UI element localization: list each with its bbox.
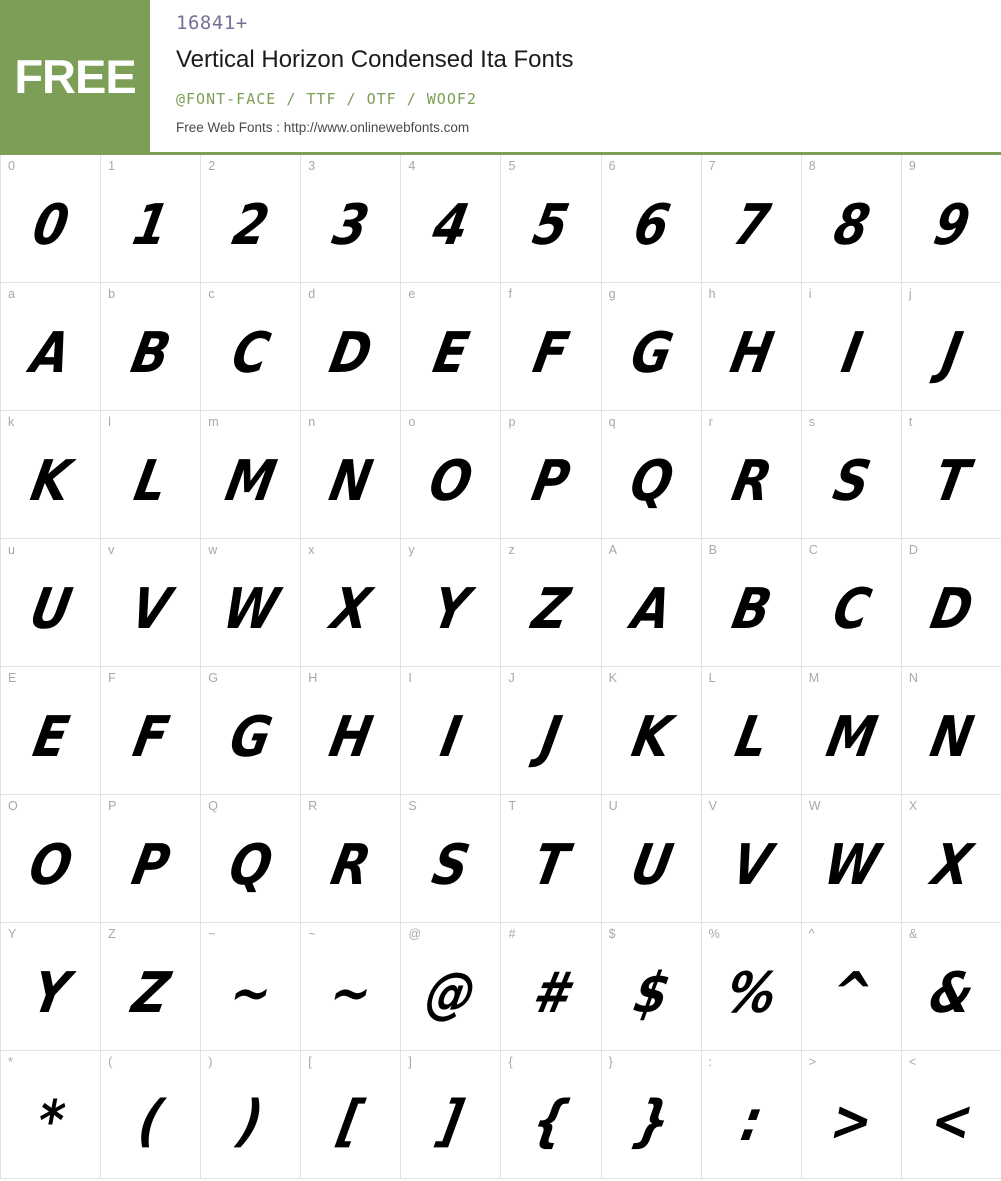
- glyph-cell[interactable]: [1, 795, 101, 923]
- glyph-cell-label: L: [708, 671, 716, 685]
- glyph-cell[interactable]: [802, 411, 902, 539]
- glyph-cell[interactable]: [301, 539, 401, 667]
- glyph-sample: ~: [224, 960, 277, 1026]
- glyph-sample: T: [929, 448, 974, 514]
- glyph-cell[interactable]: [702, 283, 802, 411]
- glyph-cell[interactable]: [301, 411, 401, 539]
- glyph-cell[interactable]: [702, 1051, 802, 1179]
- glyph-sample: ~: [324, 960, 377, 1026]
- glyph-cell-label: T: [508, 799, 517, 813]
- glyph-cell-label: p: [508, 415, 516, 429]
- glyph-sample: 5: [528, 192, 574, 258]
- glyph-sample: @: [420, 960, 481, 1026]
- glyph-cell[interactable]: [401, 283, 501, 411]
- glyph-cell[interactable]: [401, 155, 501, 283]
- glyph-sample: Y: [427, 576, 475, 642]
- glyph-cell[interactable]: [702, 795, 802, 923]
- glyph-cell-label: *: [8, 1055, 13, 1069]
- glyph-cell[interactable]: [301, 155, 401, 283]
- glyph-cell[interactable]: [702, 667, 802, 795]
- glyph-sample: I: [836, 320, 867, 386]
- glyph-cell[interactable]: [401, 795, 501, 923]
- glyph-cell-label: (: [108, 1055, 113, 1069]
- glyph-cell-label: ): [208, 1055, 213, 1069]
- glyph-sample: O: [424, 448, 478, 514]
- glyph-sample: <: [925, 1088, 978, 1154]
- format-list: @FONT-FACE / TTF / OTF / WOOF2: [176, 90, 477, 108]
- glyph-cell-label: K: [608, 671, 617, 685]
- glyph-cell[interactable]: [902, 667, 1001, 795]
- glyph-cell[interactable]: [602, 155, 702, 283]
- glyph-sample: $: [628, 960, 674, 1026]
- glyph-cell-label: 7: [708, 159, 716, 173]
- glyph-sample: G: [225, 704, 277, 770]
- glyph-cell-label: %: [708, 927, 720, 941]
- glyph-cell-label: t: [908, 415, 913, 429]
- glyph-cell[interactable]: [802, 667, 902, 795]
- header-info: [150, 0, 1001, 152]
- glyph-cell-label: s: [808, 415, 815, 429]
- glyph-sample: Y: [27, 960, 74, 1026]
- glyph-sample: J: [936, 320, 967, 386]
- glyph-cell[interactable]: [201, 411, 301, 539]
- glyph-sample: Q: [224, 832, 278, 898]
- glyph-sample: P: [527, 448, 575, 514]
- glyph-cell-label: l: [108, 415, 111, 429]
- glyph-sample: B: [126, 320, 175, 386]
- glyph-cell-label: b: [108, 287, 116, 301]
- glyph-cell-label: W: [808, 799, 821, 813]
- glyph-sample: O: [24, 832, 77, 898]
- glyph-sample: :: [735, 1088, 767, 1154]
- glyph-sample: X: [326, 576, 376, 642]
- glyph-cell-label: P: [108, 799, 117, 813]
- glyph-cell[interactable]: [301, 795, 401, 923]
- glyph-sample: N: [925, 704, 978, 770]
- glyph-sample: 1: [127, 192, 174, 258]
- glyph-cell-label: >: [808, 1055, 817, 1069]
- glyph-cell[interactable]: [501, 923, 601, 1051]
- glyph-cell-label: y: [408, 543, 415, 557]
- glyph-cell-label: r: [708, 415, 713, 429]
- glyph-cell-label: ~: [308, 927, 316, 941]
- glyph-cell[interactable]: [501, 155, 601, 283]
- glyph-cell-label: @: [408, 927, 422, 941]
- glyph-cell[interactable]: [101, 283, 201, 411]
- glyph-cell-label: z: [508, 543, 515, 557]
- glyph-cell[interactable]: [1, 155, 101, 283]
- glyph-cell-label: 0: [8, 159, 15, 173]
- glyph-cell-label: A: [608, 543, 617, 557]
- glyph-cell-label: e: [408, 287, 416, 301]
- glyph-cell[interactable]: [1, 923, 101, 1051]
- glyph-cell[interactable]: [1, 411, 101, 539]
- free-badge: FREE: [0, 0, 150, 152]
- glyph-cell[interactable]: [702, 155, 802, 283]
- glyph-sample: Z: [527, 576, 575, 642]
- site-credit: Free Web Fonts : http://www.onlinewebfonts.com: [176, 120, 470, 135]
- glyph-cell[interactable]: [501, 795, 601, 923]
- glyph-cell-label: Y: [8, 927, 17, 941]
- glyph-cell[interactable]: [1, 283, 101, 411]
- glyph-cell-label: j: [908, 287, 912, 301]
- glyph-sample: A: [626, 576, 676, 642]
- glyph-sample: W: [818, 832, 884, 898]
- glyph-cell-label: ~: [208, 927, 216, 941]
- glyph-cell-label: c: [208, 287, 215, 301]
- glyph-sample: M: [821, 704, 882, 770]
- glyph-sample: M: [220, 448, 281, 514]
- glyph-sample: 0: [27, 192, 74, 258]
- glyph-cell[interactable]: [902, 795, 1001, 923]
- glyph-cell[interactable]: [201, 795, 301, 923]
- glyph-sample: 2: [228, 192, 274, 258]
- glyph-cell-label: u: [8, 543, 15, 557]
- glyph-cell-label: 6: [608, 159, 616, 173]
- glyph-cell[interactable]: [201, 1051, 301, 1179]
- glyph-sample: 4: [428, 192, 474, 258]
- glyph-cell[interactable]: [401, 923, 501, 1051]
- glyph-sample: 7: [728, 192, 774, 258]
- glyph-sample: C: [227, 320, 275, 386]
- glyph-sample: L: [729, 704, 773, 770]
- glyph-cell-label: ]: [408, 1055, 412, 1069]
- glyph-cell[interactable]: [101, 795, 201, 923]
- glyph-sample: E: [428, 320, 474, 386]
- glyph-sample: F: [528, 320, 574, 386]
- glyph-sample: R: [726, 448, 776, 514]
- glyph-sample: J: [536, 704, 566, 770]
- glyph-cell[interactable]: [602, 1051, 702, 1179]
- glyph-cell-label: #: [508, 927, 516, 941]
- glyph-cell-label: $: [608, 927, 616, 941]
- glyph-cell[interactable]: [401, 539, 501, 667]
- glyph-cell-label: 1: [108, 159, 116, 173]
- glyph-cell[interactable]: [902, 539, 1001, 667]
- download-count: 16841+: [176, 12, 248, 34]
- glyph-cell-label: U: [608, 799, 618, 813]
- glyph-cell[interactable]: [101, 667, 201, 795]
- glyph-cell-label: X: [908, 799, 918, 813]
- page-header: [0, 0, 1001, 155]
- glyph-cell[interactable]: [201, 667, 301, 795]
- glyph-cell-label: g: [608, 287, 616, 301]
- glyph-cell[interactable]: [301, 923, 401, 1051]
- glyph-cell[interactable]: [802, 283, 902, 411]
- glyph-cell-label: o: [408, 415, 416, 429]
- glyph-cell-label: m: [208, 415, 219, 429]
- glyph-sample: T: [528, 832, 574, 898]
- glyph-sample: &: [924, 960, 979, 1026]
- glyph-cell[interactable]: [201, 155, 301, 283]
- glyph-sample: W: [218, 576, 284, 642]
- glyph-cell-label: Z: [108, 927, 116, 941]
- glyph-sample: ^: [825, 960, 878, 1026]
- glyph-cell-label: k: [8, 415, 15, 429]
- glyph-sample: R: [326, 832, 376, 898]
- glyph-cell-label: i: [808, 287, 812, 301]
- glyph-cell[interactable]: [501, 411, 601, 539]
- glyph-sample: L: [129, 448, 172, 514]
- glyph-sample: S: [427, 832, 475, 898]
- glyph-cell[interactable]: [602, 667, 702, 795]
- glyph-cell[interactable]: [702, 539, 802, 667]
- glyph-cell-label: 8: [808, 159, 816, 173]
- glyph-cell-label: h: [708, 287, 716, 301]
- glyph-sample: (: [133, 1088, 168, 1154]
- glyph-cell[interactable]: [401, 1051, 501, 1179]
- glyph-cell-label: V: [708, 799, 717, 813]
- glyph-cell-label: N: [908, 671, 918, 685]
- glyph-sample: %: [721, 960, 782, 1026]
- glyph-sample: E: [28, 704, 73, 770]
- glyph-cell-label: v: [108, 543, 115, 557]
- glyph-cell[interactable]: [501, 667, 601, 795]
- glyph-cell[interactable]: [301, 1051, 401, 1179]
- glyph-sample: Z: [127, 960, 174, 1026]
- glyph-sample: U: [25, 576, 76, 642]
- glyph-cell-label: ^: [808, 927, 815, 941]
- glyph-sample: U: [625, 832, 677, 898]
- glyph-cell-label: I: [408, 671, 412, 685]
- glyph-cell-label: G: [208, 671, 218, 685]
- glyph-cell[interactable]: [301, 667, 401, 795]
- glyph-cell[interactable]: [602, 283, 702, 411]
- glyph-cell[interactable]: [702, 411, 802, 539]
- glyph-sample: [: [333, 1088, 368, 1154]
- glyph-sample: >: [825, 1088, 878, 1154]
- glyph-cell-label: R: [308, 799, 318, 813]
- glyph-sample: I: [436, 704, 466, 770]
- glyph-cell[interactable]: [902, 923, 1001, 1051]
- page-title: Vertical Horizon Condensed Ita Fonts: [176, 46, 574, 73]
- glyph-cell[interactable]: [602, 411, 702, 539]
- glyph-cell[interactable]: [602, 923, 702, 1051]
- glyph-cell[interactable]: [802, 155, 902, 283]
- glyph-sample: B: [726, 576, 776, 642]
- glyph-cell[interactable]: [602, 795, 702, 923]
- glyph-sample: V: [126, 576, 176, 642]
- glyph-cell-label: 5: [508, 159, 516, 173]
- glyph-cell-label: :: [708, 1055, 713, 1069]
- glyph-cell[interactable]: [1, 539, 101, 667]
- glyph-cell-label: H: [308, 671, 318, 685]
- glyph-sample: X: [926, 832, 976, 898]
- glyph-cell[interactable]: [602, 539, 702, 667]
- glyph-cell[interactable]: [902, 283, 1001, 411]
- glyph-sample: N: [324, 448, 377, 514]
- glyph-sample: V: [726, 832, 776, 898]
- glyph-cell-label: a: [8, 287, 15, 301]
- glyph-cell-label: q: [608, 415, 616, 429]
- glyph-cell[interactable]: [501, 283, 601, 411]
- glyph-cell-label: w: [208, 543, 218, 557]
- glyph-cell[interactable]: [101, 539, 201, 667]
- glyph-sample: ]: [434, 1088, 468, 1154]
- glyph-cell-label: d: [308, 287, 316, 301]
- glyph-sample: *: [32, 1088, 70, 1154]
- glyph-sample: {: [527, 1088, 575, 1154]
- glyph-sample: A: [26, 320, 76, 386]
- glyph-cell-label: F: [108, 671, 116, 685]
- glyph-sample: G: [625, 320, 677, 386]
- glyph-cell-label: <: [908, 1055, 917, 1069]
- glyph-cell-label: x: [308, 543, 315, 557]
- glyph-sample: D: [925, 576, 978, 642]
- glyph-sample: K: [626, 704, 676, 770]
- glyph-cell-label: &: [908, 927, 918, 941]
- glyph-cell-label: C: [808, 543, 818, 557]
- glyph-cell-label: [: [308, 1055, 312, 1069]
- glyph-cell-label: 9: [908, 159, 916, 173]
- glyph-sample: D: [324, 320, 377, 386]
- glyph-grid: [0, 155, 1001, 1179]
- glyph-cell[interactable]: [802, 1051, 902, 1179]
- glyph-cell-label: f: [508, 287, 512, 301]
- glyph-sample: K: [25, 448, 76, 514]
- glyph-cell[interactable]: [501, 539, 601, 667]
- glyph-cell[interactable]: [401, 667, 501, 795]
- glyph-cell-label: 4: [408, 159, 416, 173]
- glyph-cell-label: B: [708, 543, 717, 557]
- glyph-cell[interactable]: [802, 923, 902, 1051]
- glyph-cell-label: S: [408, 799, 417, 813]
- glyph-cell[interactable]: [101, 155, 201, 283]
- glyph-cell-label: 2: [208, 159, 216, 173]
- glyph-sample: 6: [628, 192, 674, 258]
- glyph-sample: P: [127, 832, 175, 898]
- glyph-cell[interactable]: [802, 539, 902, 667]
- glyph-cell-label: n: [308, 415, 316, 429]
- glyph-cell[interactable]: [501, 1051, 601, 1179]
- glyph-cell[interactable]: [201, 539, 301, 667]
- glyph-cell[interactable]: [1, 667, 101, 795]
- glyph-cell-label: D: [908, 543, 918, 557]
- glyph-cell-label: O: [8, 799, 18, 813]
- glyph-cell[interactable]: [201, 923, 301, 1051]
- glyph-sample: ): [233, 1088, 268, 1154]
- glyph-cell[interactable]: [101, 1051, 201, 1179]
- glyph-cell[interactable]: [802, 795, 902, 923]
- glyph-cell[interactable]: [101, 411, 201, 539]
- glyph-cell-label: M: [808, 671, 820, 685]
- glyph-cell-label: E: [8, 671, 17, 685]
- glyph-sample: H: [324, 704, 377, 770]
- glyph-cell[interactable]: [301, 283, 401, 411]
- glyph-cell[interactable]: [902, 411, 1001, 539]
- glyph-sample: Q: [624, 448, 678, 514]
- glyph-cell[interactable]: [902, 1051, 1001, 1179]
- glyph-cell[interactable]: [401, 411, 501, 539]
- glyph-sample: H: [725, 320, 778, 386]
- glyph-cell-label: J: [508, 671, 515, 685]
- glyph-sample: 9: [928, 192, 975, 258]
- glyph-cell[interactable]: [702, 923, 802, 1051]
- glyph-cell-label: 3: [308, 159, 316, 173]
- glyph-sample: C: [827, 576, 875, 642]
- glyph-cell[interactable]: [101, 923, 201, 1051]
- glyph-cell-label: {: [508, 1055, 513, 1069]
- glyph-sample: }: [628, 1088, 675, 1154]
- glyph-cell-label: Q: [208, 799, 218, 813]
- glyph-sample: 3: [328, 192, 374, 258]
- glyph-cell-label: }: [608, 1055, 613, 1069]
- glyph-sample: #: [528, 960, 574, 1026]
- glyph-sample: 8: [828, 192, 874, 258]
- glyph-cell[interactable]: [902, 155, 1001, 283]
- glyph-sample: S: [828, 448, 875, 514]
- glyph-cell[interactable]: [201, 283, 301, 411]
- glyph-sample: F: [128, 704, 173, 770]
- glyph-cell[interactable]: [1, 1051, 101, 1179]
